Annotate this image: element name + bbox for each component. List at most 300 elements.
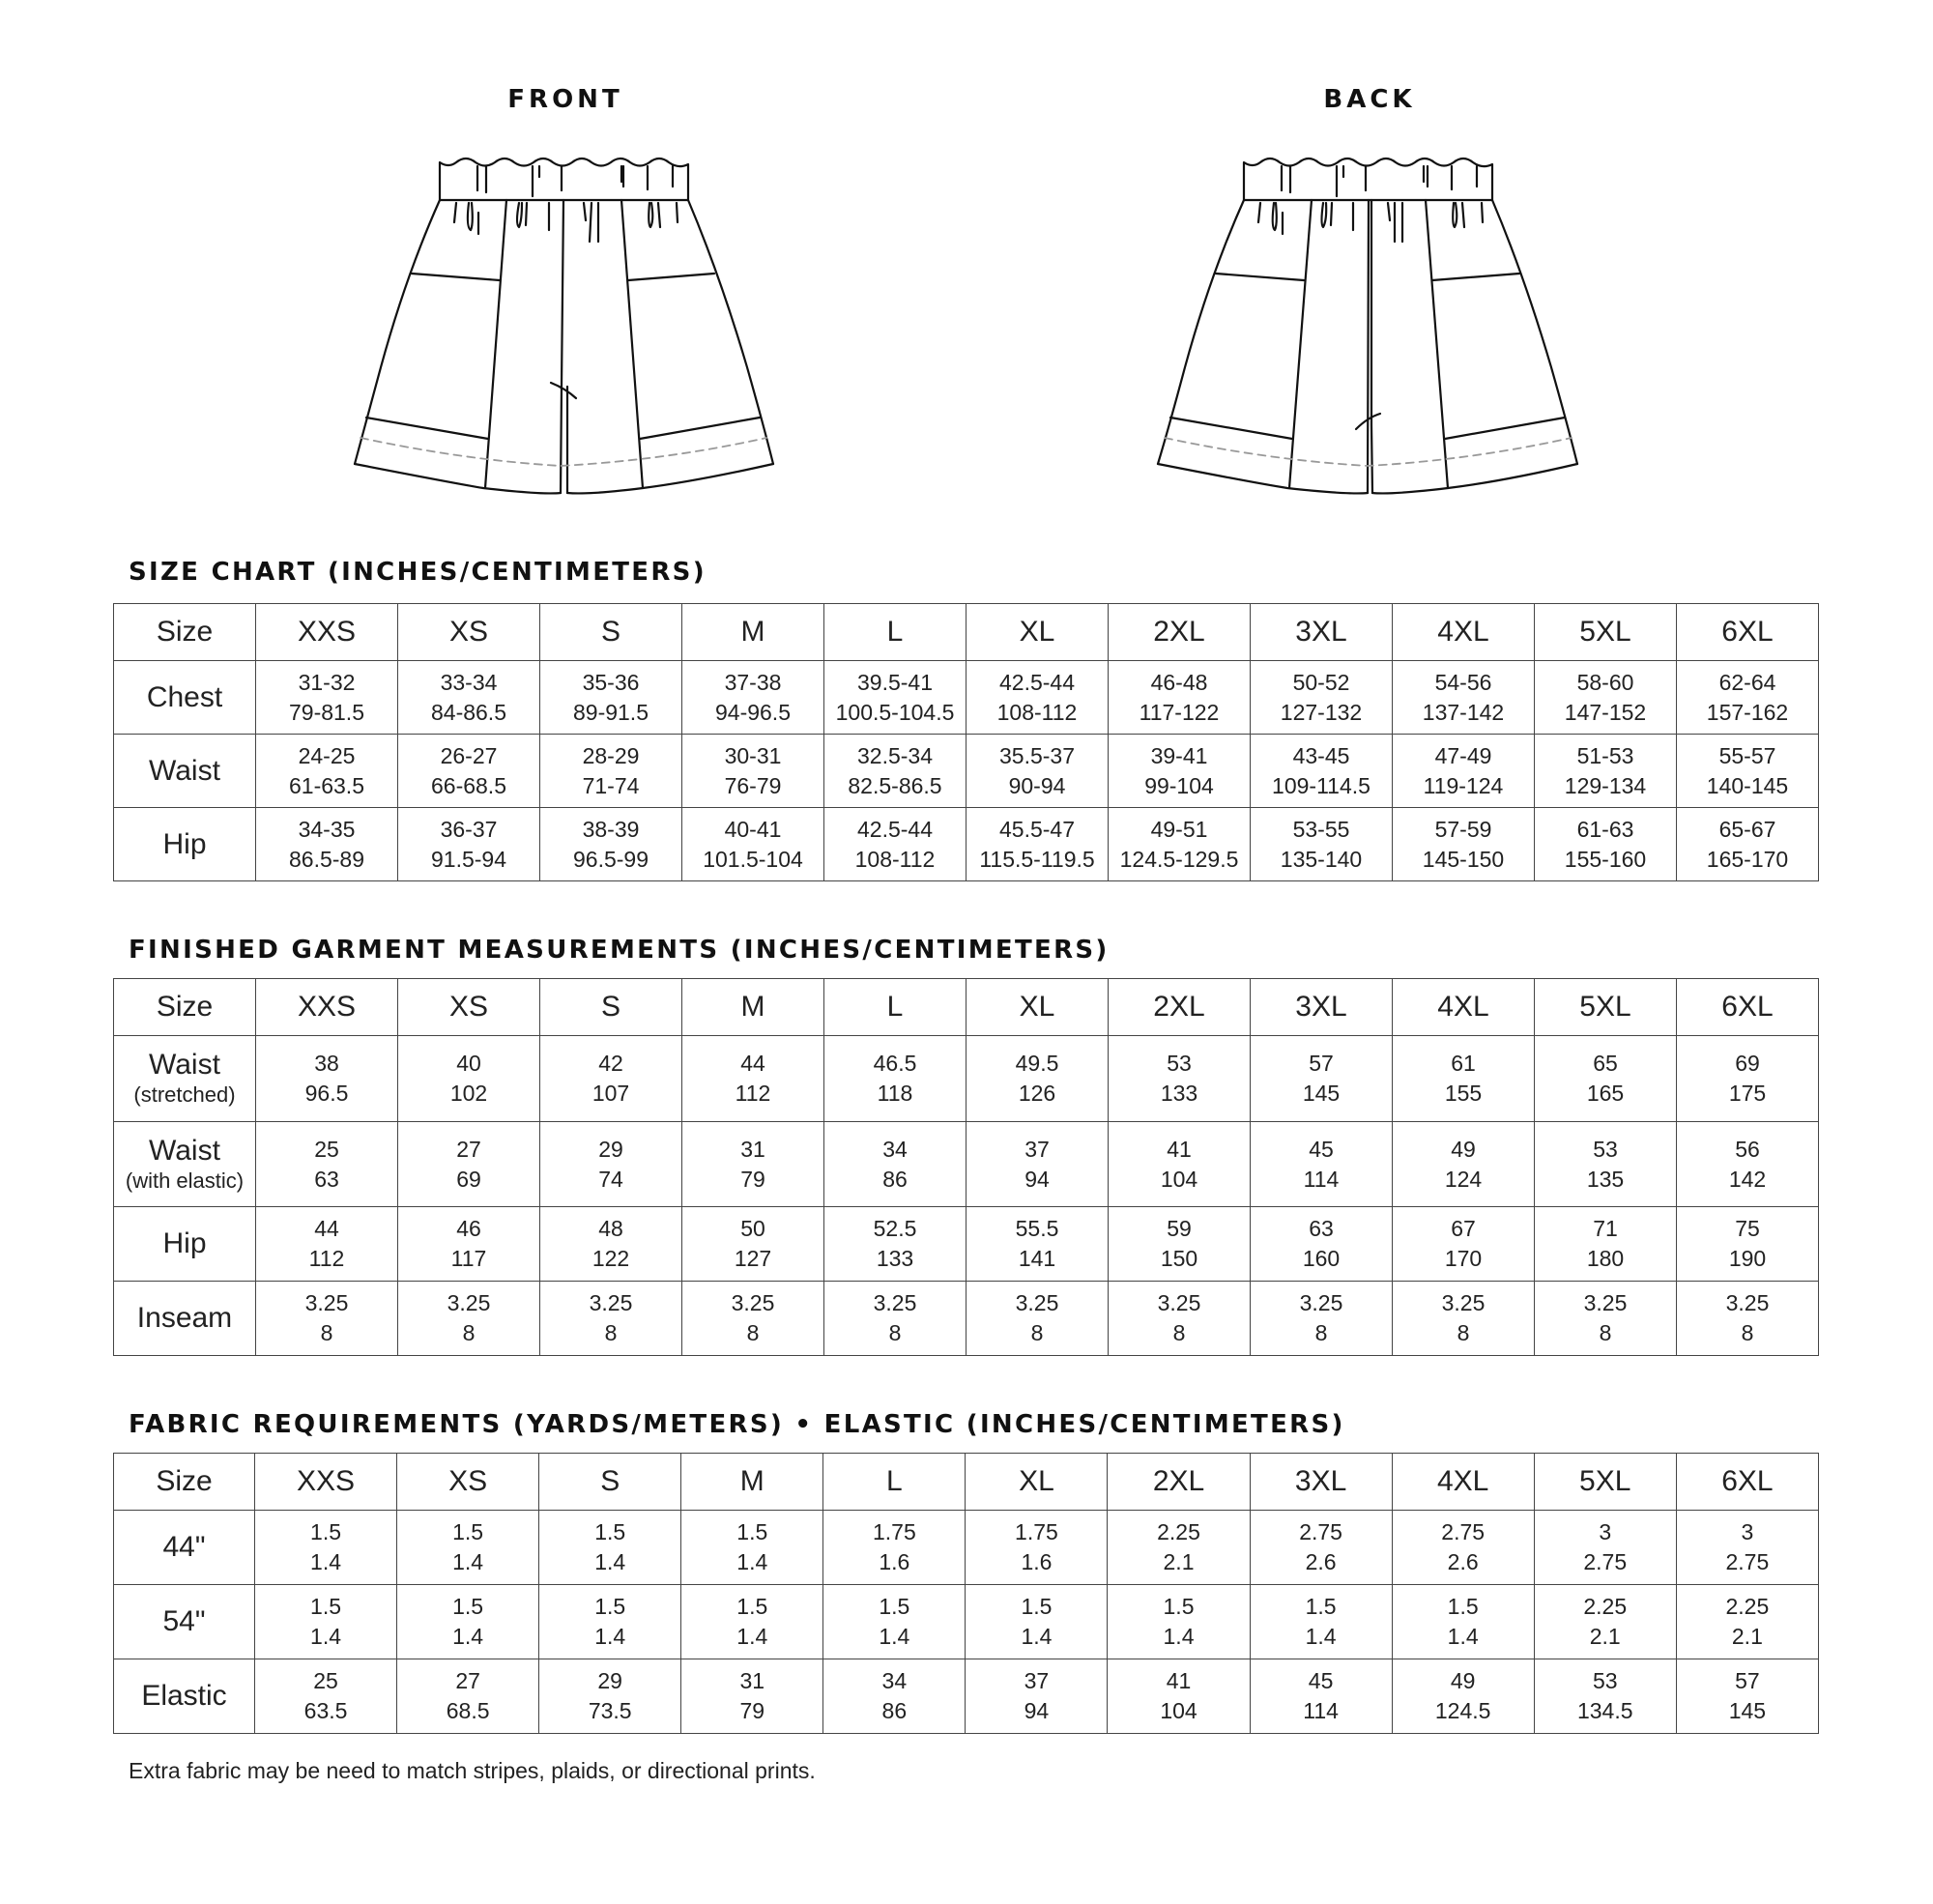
metric-value: 1.4 [1305,1624,1337,1649]
imperial-value: 31 [740,1136,765,1162]
imperial-value: 1.5 [310,1594,342,1619]
header-cell: XL [966,604,1109,661]
imperial-value: 3.25 [589,1290,633,1315]
metric-value: 82.5-86.5 [848,772,942,798]
value-cell [1109,661,1251,735]
value-cell [1393,735,1535,808]
imperial-value: 31 [739,1668,765,1693]
value-cell [1677,661,1819,735]
header-cell: M [681,1454,823,1511]
value-cell [682,661,824,735]
imperial-value: 32.5-34 [856,742,933,768]
value-cell [1108,1659,1250,1734]
header-cell: M [682,604,824,661]
metric-value: 8 [1457,1320,1470,1345]
value-cell [256,1207,398,1282]
metric-value: 99-104 [1144,772,1214,798]
imperial-value: 1.5 [1305,1594,1337,1619]
value-cell [823,1511,966,1585]
imperial-value: 37 [1024,1668,1050,1693]
value-cell [1392,1659,1534,1734]
value-cell [1251,1036,1393,1122]
imperial-value: 2.25 [1157,1519,1200,1544]
imperial-value: 37 [1024,1136,1050,1162]
header-cell: XL [966,1454,1108,1511]
header-cell: 5XL [1535,979,1677,1036]
value-cell [966,1207,1109,1282]
imperial-value: 29 [598,1136,623,1162]
value-cell [1250,1511,1392,1585]
table-header-row [114,604,1819,661]
value-cell [1535,1122,1677,1207]
metric-value: 86.5-89 [288,846,364,872]
value-cell [540,1036,682,1122]
imperial-value: 1.5 [310,1519,342,1544]
imperial-value: 75 [1735,1216,1760,1241]
value-cell [1109,1036,1251,1122]
metric-value: 1.4 [736,1624,768,1649]
value-cell [256,735,398,808]
metric-value: 107 [591,1081,630,1106]
value-cell [1534,1585,1676,1659]
imperial-value: 67 [1451,1216,1476,1241]
table-row [114,1585,1819,1659]
header-cell: XS [398,604,540,661]
imperial-value: 71 [1593,1216,1618,1241]
row-label-qualifier: (stretched) [133,1082,236,1107]
imperial-value: 42.5-44 [998,669,1075,695]
value-cell [1534,1511,1676,1585]
header-cell: S [539,1454,681,1511]
value-cell [1108,1585,1250,1659]
metric-value: 114 [1303,1166,1340,1192]
imperial-value: 38 [314,1051,339,1076]
row-label-qualifier: (with elastic) [125,1168,245,1193]
row-label [114,1122,256,1207]
metric-value: 8 [1314,1320,1328,1345]
value-cell [681,1585,823,1659]
value-cell [1109,1207,1251,1282]
imperial-value: 1.75 [872,1519,916,1544]
header-cell: S [540,604,682,661]
value-cell [1393,1207,1535,1282]
imperial-value: 1.5 [452,1519,484,1544]
value-cell [1535,1282,1677,1356]
metric-value: 190 [1728,1246,1767,1271]
imperial-value: 1.75 [1015,1519,1058,1544]
value-cell [681,1511,823,1585]
imperial-value: 49 [1450,1668,1476,1693]
metric-value: 180 [1586,1246,1625,1271]
metric-value: 2.6 [1305,1549,1337,1574]
finished-measurements-table [113,978,1819,1356]
value-cell [1393,1282,1535,1356]
imperial-value: 62-64 [1718,669,1776,695]
value-cell [824,1282,966,1356]
metric-value: 84-86.5 [430,699,506,725]
header-cell: 3XL [1251,979,1393,1036]
table-row [114,661,1819,735]
imperial-value: 41 [1167,1136,1192,1162]
value-cell [540,1282,682,1356]
value-cell [1676,1585,1818,1659]
metric-value: 8 [1599,1320,1612,1345]
metric-value: 145-150 [1422,846,1505,872]
header-cell: 6XL [1676,1454,1818,1511]
metric-value: 155 [1444,1081,1483,1106]
value-cell [256,1122,398,1207]
value-cell [966,735,1109,808]
metric-value: 71-74 [582,772,640,798]
imperial-value: 1.5 [1447,1594,1479,1619]
row-label: Hip [114,1207,256,1282]
table-header-row [114,979,1819,1036]
imperial-value: 47-49 [1434,742,1492,768]
header-cell: L [824,604,966,661]
metric-value: 63.5 [303,1698,348,1723]
imperial-value: 1.5 [879,1594,910,1619]
metric-value: 122 [591,1246,630,1271]
metric-value: 1.4 [310,1624,342,1649]
imperial-value: 57-59 [1434,816,1492,842]
metric-value: 118 [877,1081,913,1106]
value-cell [255,1659,397,1734]
header-cell: 6XL [1677,604,1819,661]
metric-value: 2.1 [1163,1549,1195,1574]
imperial-value: 1.5 [1021,1594,1053,1619]
table-row [114,1036,1819,1122]
value-cell [1676,1659,1818,1734]
value-cell [1676,1511,1818,1585]
header-cell: XXS [256,604,398,661]
header-cell: L [824,979,966,1036]
table-row [114,1282,1819,1356]
imperial-value: 1.5 [736,1594,768,1619]
imperial-value: 46-48 [1150,669,1208,695]
table-row [114,1207,1819,1282]
imperial-value: 3.25 [1725,1290,1770,1315]
imperial-value: 1.5 [594,1519,626,1544]
table-row [114,735,1819,808]
header-cell: XL [966,979,1109,1036]
value-cell [1251,1122,1393,1207]
value-cell [1109,808,1251,881]
imperial-value: 42 [598,1051,623,1076]
imperial-value: 69 [1735,1051,1760,1076]
size-chart-heading: SIZE CHART (INCHES/CENTIMETERS) [129,558,707,587]
metric-value: 1.4 [452,1624,484,1649]
imperial-value: 3.25 [1299,1290,1343,1315]
header-cell: XXS [255,1454,397,1511]
value-cell [682,1036,824,1122]
imperial-value: 26-27 [440,742,498,768]
metric-value: 108-112 [996,699,1078,725]
header-cell: 2XL [1108,1454,1250,1511]
metric-value: 69 [456,1166,481,1192]
metric-value: 73.5 [588,1698,632,1723]
metric-value: 79 [740,1166,765,1192]
imperial-value: 2.75 [1441,1519,1486,1544]
value-cell [1250,1585,1392,1659]
imperial-value: 63 [1309,1216,1334,1241]
metric-value: 86 [882,1166,908,1192]
metric-value: 76-79 [724,772,782,798]
metric-value: 117 [450,1246,487,1271]
imperial-value: 50 [740,1216,765,1241]
metric-value: 134.5 [1576,1698,1633,1723]
imperial-value: 55-57 [1718,742,1776,768]
metric-value: 1.4 [879,1624,910,1649]
metric-value: 155-160 [1564,846,1647,872]
metric-value: 66-68.5 [430,772,506,798]
imperial-value: 3 [1599,1519,1612,1544]
imperial-value: 40 [456,1051,481,1076]
row-label-main: Waist [149,1049,220,1081]
metric-value: 126 [1018,1081,1056,1106]
value-cell [1251,661,1393,735]
imperial-value: 49.5 [1015,1051,1059,1076]
value-cell [398,1036,540,1122]
imperial-value: 57 [1309,1051,1334,1076]
metric-value: 94 [1024,1698,1050,1723]
back-view-label: BACK [1323,85,1416,114]
value-cell [966,1585,1108,1659]
imperial-value: 53 [1167,1051,1192,1076]
imperial-value: 34-35 [298,816,356,842]
value-cell [256,661,398,735]
value-cell [966,1511,1108,1585]
imperial-value: 52.5 [873,1216,917,1241]
value-cell [540,1207,682,1282]
metric-value: 165 [1586,1081,1625,1106]
value-cell [540,661,682,735]
metric-value: 79-81.5 [288,699,364,725]
imperial-value: 48 [598,1216,623,1241]
metric-value: 114 [1303,1698,1339,1723]
imperial-value: 3.25 [1157,1290,1201,1315]
metric-value: 104 [1160,1166,1198,1192]
value-cell [1392,1585,1534,1659]
value-cell [682,1122,824,1207]
imperial-value: 3.25 [1441,1290,1486,1315]
metric-value: 1.4 [736,1549,768,1574]
metric-value: 145 [1728,1698,1767,1723]
metric-value: 79 [739,1698,765,1723]
value-cell [681,1659,823,1734]
metric-value: 1.4 [452,1549,484,1574]
imperial-value: 27 [455,1668,480,1693]
value-cell [966,1659,1108,1734]
value-cell [539,1659,681,1734]
imperial-value: 51-53 [1576,742,1634,768]
value-cell [823,1659,966,1734]
metric-value: 2.1 [1589,1624,1621,1649]
metric-value: 117-122 [1139,699,1220,725]
metric-value: 8 [1741,1320,1754,1345]
value-cell [397,1585,539,1659]
metric-value: 133 [1160,1081,1198,1106]
header-cell: 5XL [1535,604,1677,661]
metric-value: 86 [881,1698,908,1723]
metric-value: 1.4 [1021,1624,1053,1649]
value-cell [256,1282,398,1356]
metric-value: 68.5 [446,1698,490,1723]
header-cell: XS [398,979,540,1036]
imperial-value: 44 [740,1051,765,1076]
header-cell: 6XL [1677,979,1819,1036]
value-cell [824,735,966,808]
metric-value: 104 [1160,1698,1197,1723]
imperial-value: 44 [314,1216,339,1241]
imperial-value: 45 [1308,1668,1334,1693]
value-cell [398,661,540,735]
metric-value: 112 [308,1246,345,1271]
value-cell [1677,808,1819,881]
value-cell [1251,1207,1393,1282]
metric-value: 135-140 [1280,846,1363,872]
value-cell [540,808,682,881]
value-cell [966,1122,1109,1207]
value-cell [256,1036,398,1122]
row-label: 54" [114,1585,255,1659]
imperial-value: 2.75 [1299,1519,1342,1544]
metric-value: 133 [876,1246,914,1271]
value-cell [1535,735,1677,808]
header-cell: 4XL [1393,979,1535,1036]
imperial-value: 61-63 [1576,816,1634,842]
imperial-value: 39.5-41 [856,669,933,695]
value-cell [1677,1282,1819,1356]
value-cell [397,1511,539,1585]
metric-value: 8 [746,1320,760,1345]
value-cell [1535,1036,1677,1122]
header-cell: 3XL [1251,604,1393,661]
imperial-value: 2.25 [1583,1594,1628,1619]
value-cell [1677,735,1819,808]
row-label [114,1036,256,1122]
metric-value: 1.4 [1447,1624,1479,1649]
metric-value: 96.5-99 [572,846,649,872]
metric-value: 142 [1728,1166,1767,1192]
value-cell [824,1207,966,1282]
fabric-requirements-table [113,1453,1819,1734]
imperial-value: 28-29 [582,742,640,768]
value-cell [1677,1036,1819,1122]
metric-value: 8 [604,1320,618,1345]
metric-value: 127 [734,1246,772,1271]
value-cell [1535,808,1677,881]
metric-value: 137-142 [1422,699,1505,725]
value-cell [1535,661,1677,735]
fabric-requirements-heading: FABRIC REQUIREMENTS (YARDS/METERS) • ELASTIC (INCHES/CENTIMETERS) [129,1410,1345,1439]
value-cell [966,1282,1109,1356]
header-cell: Size [114,979,256,1036]
imperial-value: 34 [881,1668,908,1693]
metric-value: 112 [735,1081,771,1106]
value-cell [1250,1659,1392,1734]
metric-value: 102 [449,1081,488,1106]
imperial-value: 3.25 [873,1290,917,1315]
back-shorts-illustration [1158,159,1577,493]
front-view-label: FRONT [507,85,623,114]
imperial-value: 54-56 [1434,669,1492,695]
value-cell [966,808,1109,881]
value-cell [397,1659,539,1734]
value-cell [398,1282,540,1356]
imperial-value: 53-55 [1292,816,1350,842]
value-cell [1535,1207,1677,1282]
value-cell [255,1585,397,1659]
metric-value: 157-162 [1706,699,1789,725]
value-cell [1393,1036,1535,1122]
value-cell [398,1122,540,1207]
imperial-value: 36-37 [440,816,498,842]
row-label: Inseam [114,1282,256,1356]
imperial-value: 1.5 [594,1594,626,1619]
table-header-row [114,1454,1819,1511]
value-cell [966,661,1109,735]
metric-value: 63 [314,1166,339,1192]
fabric-footnote: Extra fabric may be need to match stripes, plaids, or directional prints. [129,1758,816,1783]
metric-value: 8 [320,1320,333,1345]
table-row [114,1511,1819,1585]
row-label: Waist [114,735,256,808]
value-cell [682,735,824,808]
value-cell [824,661,966,735]
imperial-value: 55.5 [1015,1216,1059,1241]
metric-value: 2.75 [1583,1549,1628,1574]
row-label: Hip [114,808,256,881]
header-cell: 4XL [1393,604,1535,661]
imperial-value: 1.5 [736,1519,768,1544]
table-row [114,1659,1819,1734]
value-cell [539,1511,681,1585]
header-cell: XS [397,1454,539,1511]
value-cell [824,1036,966,1122]
imperial-value: 24-25 [298,742,356,768]
value-cell [1109,735,1251,808]
metric-value: 147-152 [1564,699,1647,725]
imperial-value: 29 [597,1668,622,1693]
metric-value: 141 [1018,1246,1056,1271]
header-cell: S [540,979,682,1036]
finished-measurements-heading: FINISHED GARMENT MEASUREMENTS (INCHES/CENTIMETERS) [129,936,1110,965]
header-cell: 3XL [1250,1454,1392,1511]
imperial-value: 3 [1741,1519,1754,1544]
value-cell [1534,1659,1676,1734]
imperial-value: 46 [456,1216,481,1241]
metric-value: 1.4 [594,1624,626,1649]
value-cell [398,1207,540,1282]
imperial-value: 37-38 [724,669,782,695]
imperial-value: 61 [1451,1051,1476,1076]
metric-value: 1.4 [1163,1624,1195,1649]
metric-value: 165-170 [1706,846,1789,872]
imperial-value: 38-39 [582,816,640,842]
imperial-value: 46.5 [873,1051,917,1076]
value-cell [1251,1282,1393,1356]
value-cell [682,1282,824,1356]
imperial-value: 2.25 [1725,1594,1770,1619]
header-cell: L [823,1454,966,1511]
imperial-value: 31-32 [298,669,356,695]
header-cell: XXS [256,979,398,1036]
imperial-value: 3.25 [447,1290,491,1315]
imperial-value: 57 [1735,1668,1760,1693]
metric-value: 170 [1444,1246,1483,1271]
value-cell [256,808,398,881]
value-cell [682,1207,824,1282]
